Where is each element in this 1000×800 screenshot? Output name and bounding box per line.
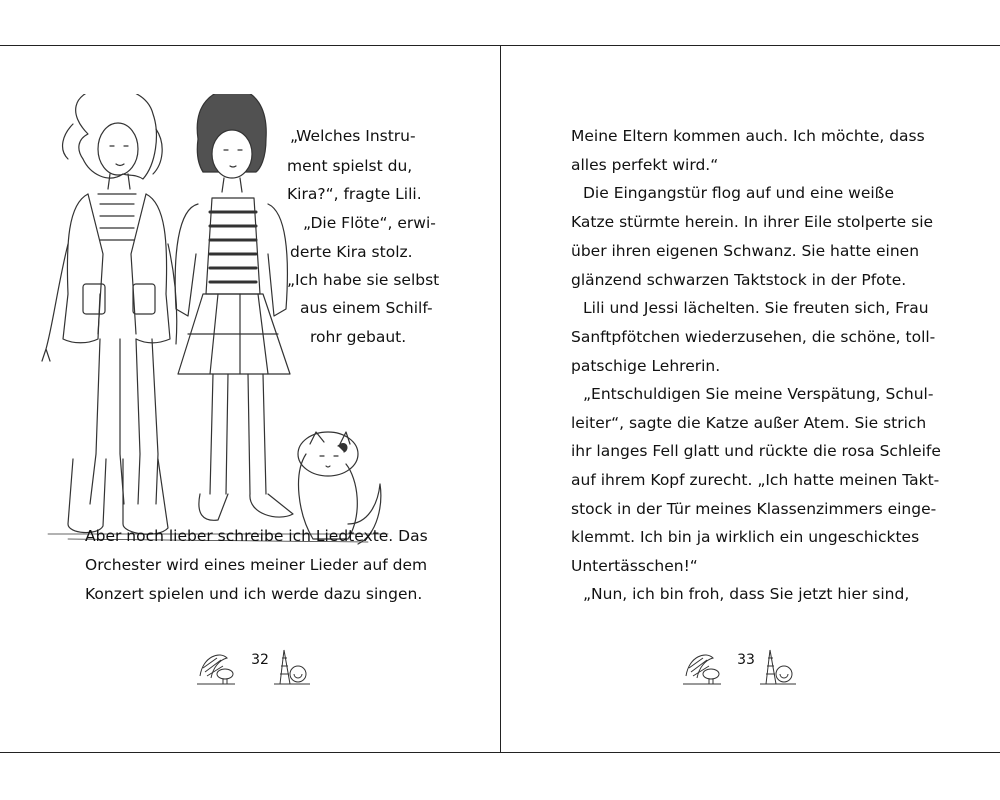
body-line: patschige Lehrerin. — [571, 357, 721, 375]
page-number-footer — [681, 646, 811, 686]
sidebar-line: rohr gebaut. — [310, 328, 407, 346]
right-page — [501, 46, 1000, 753]
body-line: Aber noch lieber schreibe ich Liedtexte. Das — [85, 527, 428, 545]
page-number-footer — [195, 646, 325, 686]
body-line: Untertässchen!“ — [571, 557, 698, 575]
body-line: auf ihrem Kopf zurecht. „Ich hatte meinen Takt- — [571, 471, 940, 489]
body-line: alles perfekt wird.“ — [571, 156, 719, 174]
body-line: Meine Eltern kommen auch. Ich möchte, dass — [571, 127, 925, 145]
body-line: Lili und Jessi lächelten. Sie freuten sich, Frau — [583, 299, 929, 317]
book-spread — [0, 45, 1000, 753]
sidebar-line: „Ich habe sie selbst — [287, 271, 440, 289]
sidebar-line: ment spielst du, — [287, 157, 413, 175]
sidebar-line: „Welches Instru- — [290, 127, 416, 145]
snail-mushroom-ornament-icon — [270, 646, 310, 686]
leaf-mushroom-ornament-icon — [195, 646, 235, 686]
body-line: glänzend schwarzen Taktstock in der Pfote. — [571, 271, 907, 289]
page-number: 32 — [251, 652, 269, 668]
body-line: Konzert spielen und ich werde dazu singen. — [85, 585, 423, 603]
body-line: klemmt. Ich bin ja wirklich ein ungeschicktes — [571, 528, 920, 546]
body-line: leiter“, sagte die Katze außer Atem. Sie strich — [571, 414, 927, 432]
left-page — [0, 46, 501, 753]
body-line: „Entschuldigen Sie meine Verspätung, Schul- — [583, 385, 934, 403]
leaf-mushroom-ornament-icon — [681, 646, 721, 686]
sidebar-line: „Die Flöte“, erwi- — [303, 214, 436, 232]
body-line: Sanftpfötchen wiederzusehen, die schöne, toll- — [571, 328, 936, 346]
sidebar-line: derte Kira stolz. — [290, 243, 413, 261]
sidebar-line: aus einem Schilf- — [300, 299, 433, 317]
body-line: Katze stürmte herein. In ihrer Eile stolperte sie — [571, 213, 934, 231]
snail-mushroom-ornament-icon — [756, 646, 796, 686]
body-line: stock in der Tür meines Klassenzimmers einge- — [571, 500, 937, 518]
body-line: ihr langes Fell glatt und rückte die rosa Schleife — [571, 442, 941, 460]
body-line: über ihren eigenen Schwanz. Sie hatte einen — [571, 242, 920, 260]
sidebar-line: Kira?“, fragte Lili. — [287, 185, 422, 203]
body-line: Orchester wird eines meiner Lieder auf dem — [85, 556, 428, 574]
body-line: „Nun, ich bin froh, dass Sie jetzt hier sind, — [583, 585, 910, 603]
page-number: 33 — [737, 652, 755, 668]
body-line: Die Eingangstür flog auf und eine weiße — [583, 184, 894, 202]
